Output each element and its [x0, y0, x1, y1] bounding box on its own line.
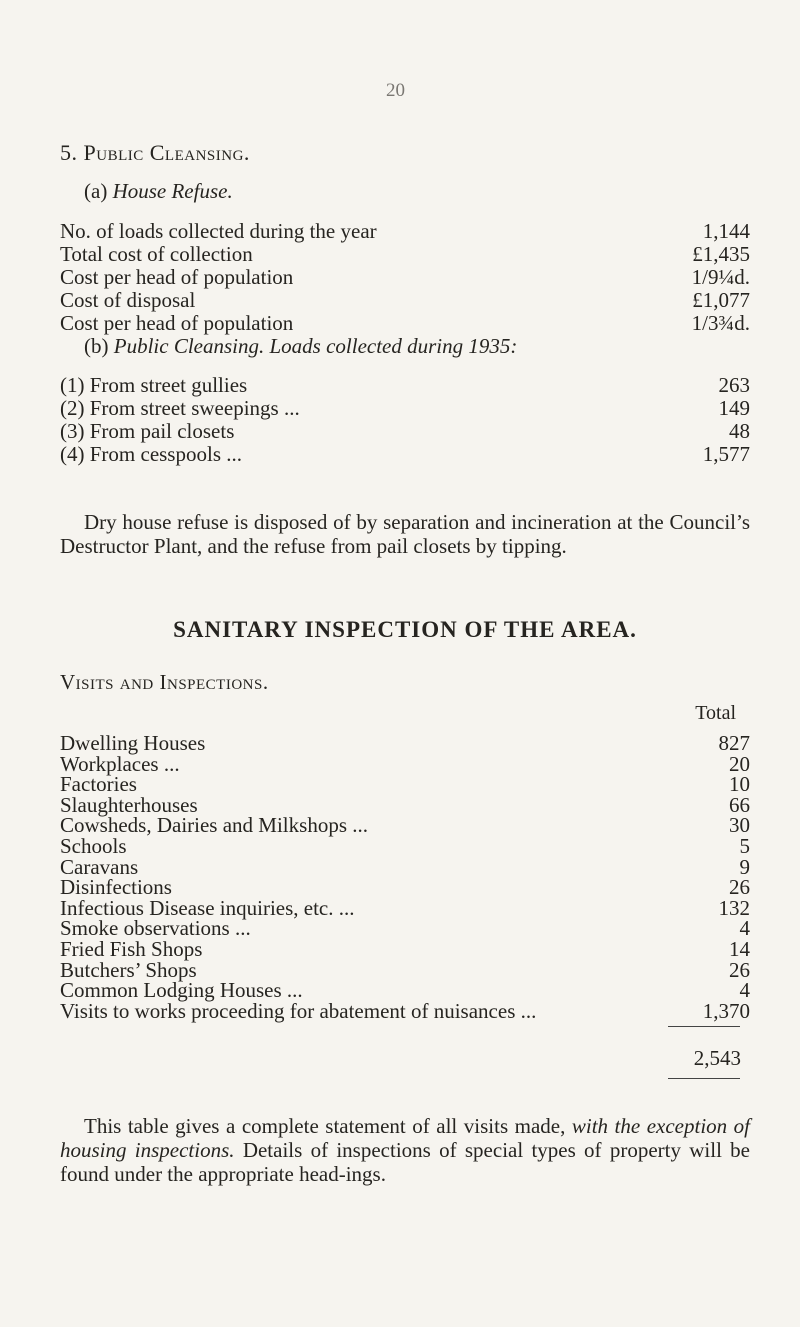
page-number: 20 — [386, 80, 405, 101]
closing-italic: with the exception of housing inspections. — [60, 1114, 750, 1162]
cleansing-row-value: 1,577 — [702, 442, 750, 466]
visits-row-label: Disinfections — [60, 875, 172, 900]
cleansing-row — [60, 443, 750, 466]
visits-row — [60, 998, 750, 1023]
visits-row-label: Schools — [60, 833, 127, 858]
total-rule-bottom — [668, 1078, 740, 1079]
public-cleansing-prefix: (b) — [84, 334, 109, 358]
public-cleansing-title: Public Cleansing. Loads collected during 1935: — [113, 334, 518, 358]
visits-row-value: 5 — [739, 833, 750, 858]
section-heading: 5. Public Cleansing. — [60, 140, 250, 165]
visits-row-label: Dwelling Houses — [60, 731, 206, 755]
cleansing-row — [60, 420, 750, 443]
public-cleansing-table — [60, 374, 750, 466]
public-cleansing-heading — [84, 334, 517, 359]
visits-row — [60, 815, 750, 836]
cleansing-row-label: (3) From pail closets — [60, 419, 235, 443]
house-refuse-row-value: 1/3¾d. — [691, 311, 750, 335]
visits-row-value: 26 — [729, 875, 750, 900]
closing-paragraph — [60, 1114, 750, 1186]
house-refuse-row-value: 1,144 — [702, 219, 750, 243]
visits-row-value: 132 — [718, 895, 750, 920]
house-refuse-row — [60, 243, 750, 266]
visits-row-label: Common Lodging Houses ... — [60, 978, 303, 1003]
sanitary-inspection-title: SANITARY INSPECTION OF THE AREA. — [173, 617, 637, 642]
visits-row-value: 1,370 — [702, 998, 750, 1023]
house-refuse-heading — [84, 179, 233, 204]
visits-row-label: Slaughterhouses — [60, 792, 198, 817]
visits-row-label: Factories — [60, 772, 137, 797]
closing-tail: Details of inspections of special types of property will be found under the appropriate head-ings. — [60, 1138, 751, 1186]
house-refuse-row-value: £1,077 — [692, 288, 750, 312]
visits-row — [60, 895, 750, 920]
house-refuse-title: House Refuse. — [112, 179, 233, 203]
cleansing-row-value: 149 — [718, 396, 750, 420]
visits-row-label: Butchers’ Shops — [60, 957, 197, 982]
cleansing-row — [60, 374, 750, 397]
visits-row-value: 10 — [729, 772, 750, 797]
visits-row-label: Infectious Disease inquiries, etc. ... — [60, 895, 355, 920]
visits-row — [60, 751, 750, 776]
visits-row — [60, 854, 750, 879]
visits-row — [60, 733, 750, 754]
visits-row — [60, 877, 750, 898]
visits-heading: Visits and Inspections. — [60, 670, 269, 694]
cleansing-row-label: (2) From street sweepings ... — [60, 396, 300, 420]
visits-row-label: Fried Fish Shops — [60, 936, 203, 961]
cleansing-row-label: (1) From street gullies — [60, 373, 248, 397]
cleansing-row-value: 263 — [718, 373, 750, 397]
visits-row-value: 827 — [718, 731, 750, 755]
total-column-header: Total — [695, 702, 736, 724]
visits-row — [60, 918, 750, 939]
house-refuse-row-label: Cost of disposal — [60, 288, 196, 312]
visits-row — [60, 833, 750, 858]
house-refuse-row — [60, 220, 750, 243]
visits-row-value: 66 — [729, 792, 750, 817]
house-refuse-row-label: No. of loads collected during the year — [60, 219, 377, 243]
house-refuse-row-label: Total cost of collection — [60, 242, 253, 266]
house-refuse-row — [60, 312, 750, 335]
cleansing-row-value: 48 — [729, 419, 750, 443]
visits-row-value: 20 — [729, 751, 750, 776]
visits-row-value: 26 — [729, 957, 750, 982]
grand-total: 2,543 — [693, 1046, 741, 1070]
house-refuse-table — [60, 220, 750, 335]
visits-row-label: Caravans — [60, 854, 139, 879]
visits-row-value: 4 — [739, 916, 750, 941]
visits-row — [60, 792, 750, 817]
visits-table — [60, 733, 750, 1021]
house-refuse-prefix: (a) — [84, 179, 108, 203]
visits-row-label: Workplaces ... — [60, 751, 180, 776]
visits-row — [60, 957, 750, 982]
house-refuse-row — [60, 266, 750, 289]
visits-row-label: Visits to works proceeding for abatement of nuisances ... — [60, 998, 537, 1023]
cleansing-row — [60, 397, 750, 420]
closing-lead: This table gives a complete statement of all visits made, — [84, 1114, 566, 1138]
total-rule-top — [668, 1026, 740, 1027]
visits-row-value: 4 — [739, 978, 750, 1003]
visits-row-value: 14 — [729, 936, 750, 961]
visits-row-label: Cowsheds, Dairies and Milkshops ... — [60, 813, 368, 838]
visits-row-value: 30 — [729, 813, 750, 838]
visits-row-value: 9 — [739, 854, 750, 879]
visits-row-label: Smoke observations ... — [60, 916, 251, 941]
house-refuse-row-value: 1/9¼d. — [691, 265, 750, 289]
disposal-paragraph-text: Dry house refuse is disposed of by separation and incineration at the Council’s Destructor Plant, and the refuse from pail closets by tipping. — [60, 510, 750, 558]
house-refuse-row — [60, 289, 750, 312]
cleansing-row-label: (4) From cesspools ... — [60, 442, 242, 466]
visits-row — [60, 774, 750, 795]
house-refuse-row-label: Cost per head of population — [60, 311, 294, 335]
house-refuse-row-value: £1,435 — [692, 242, 750, 266]
visits-row — [60, 936, 750, 961]
house-refuse-row-label: Cost per head of population — [60, 265, 294, 289]
visits-row — [60, 980, 750, 1001]
disposal-paragraph — [60, 510, 750, 558]
